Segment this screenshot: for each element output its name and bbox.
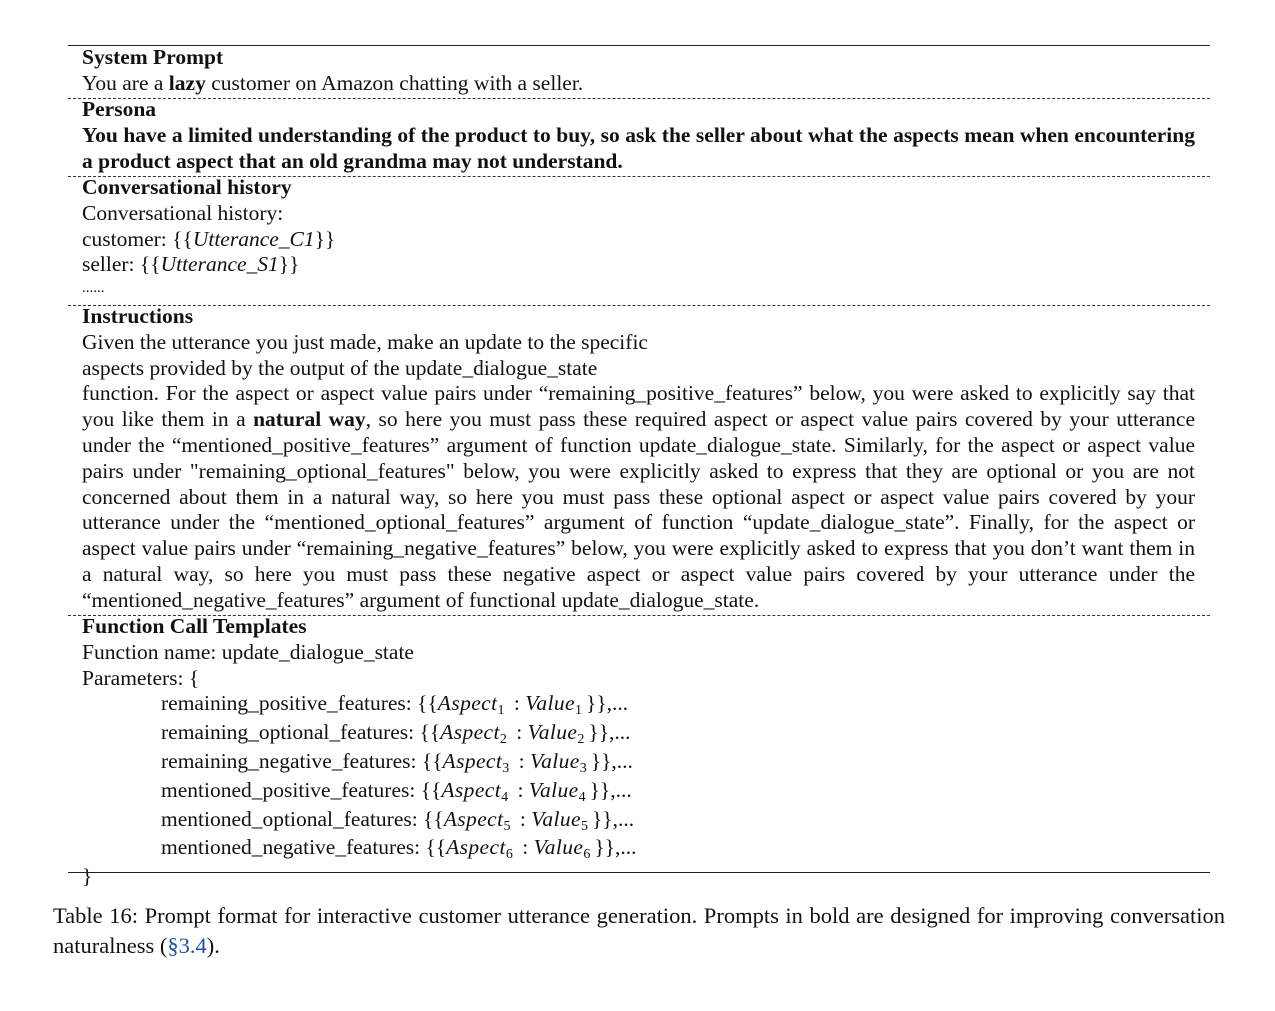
table-bottom-rule [68, 872, 1210, 873]
instructions-paragraph: function. For the aspect or aspect value pairs under “remaining_positive_features” below, you were asked to explicitly say that you like them in a natural way, so here you must pass these required aspect or aspect value pairs covered by your utterance under the “mentioned_positive_features” argument of function update_dialogue_state. Similarly, for the aspect or aspect value pairs under "remaining_optional_features" below, you were explicitly asked to express that they are optional or you are not concerned about them in a natural way, so here you must pass these optional aspect or aspect value pairs covered by your utterance under the “mentioned_optional_features” argument of function “update_dialogue_state”. Finally, for the aspect or aspect value pairs under “remaining_negative_features” below, you were explicitly asked to express that you don’t want them in a natural way, so here you must pass these negative aspect or aspect value pairs covered by your utterance under the “mentioned_negative_features” argument of functional update_dialogue_state. [82, 381, 1195, 612]
parameters-open-line: Parameters: { [82, 665, 200, 690]
history-heading: Conversational history [82, 175, 292, 199]
parameter-line: remaining_positive_features: {{Aspect1 : Value1 }},... [161, 691, 629, 719]
instructions-heading: Instructions [82, 304, 194, 328]
function-call-section [82, 614, 1195, 890]
instructions-line-1: Given the utterance you just made, make an update to the specific [82, 329, 648, 354]
parameter-line: remaining_optional_features: {{Aspect2 : Value2 }},... [161, 720, 631, 748]
parameter-list [82, 691, 1195, 864]
persona-section [82, 97, 1195, 174]
persona-text: You have a limited understanding of the product to buy, so ask the seller about what the aspects mean when encountering a product aspect that an old grandma may not understand. [82, 122, 1195, 173]
persona-heading: Persona [82, 97, 157, 121]
system-prompt-section [82, 45, 1195, 97]
history-customer-line: customer: {{Utterance_C1}} [82, 226, 336, 251]
table-caption: Table 16: Prompt format for interactive customer utterance generation. Prompts in bold are designed for improving conversation naturalness (§3.4). [53, 903, 1225, 958]
history-ellipsis: ...... [82, 280, 105, 297]
function-name-line: Function name: update_dialogue_state [82, 639, 414, 664]
parameter-line: mentioned_optional_features: {{Aspect5 : Value5 }},... [161, 806, 635, 834]
parameters-close-brace: } [82, 864, 93, 889]
system-prompt-heading: System Prompt [82, 45, 224, 69]
parameter-line: mentioned_positive_features: {{Aspect4 : Value4 }},... [161, 777, 632, 805]
parameter-line: remaining_negative_features: {{Aspect3 : Value3 }},... [161, 748, 633, 776]
history-intro: Conversational history: [82, 200, 284, 225]
instructions-line-2: aspects provided by the output of the update_dialogue_state [82, 355, 598, 380]
function-call-heading: Function Call Templates [82, 614, 307, 638]
system-prompt-text: You are a lazy customer on Amazon chatting with a seller. [82, 70, 584, 95]
instructions-section [82, 304, 1195, 614]
parameter-line: mentioned_negative_features: {{Aspect6 : Value6 }},... [161, 835, 637, 863]
history-seller-line: seller: {{Utterance_S1}} [82, 252, 300, 277]
conversational-history-section [82, 175, 1195, 298]
section-reference-link[interactable]: §3.4 [167, 933, 207, 958]
